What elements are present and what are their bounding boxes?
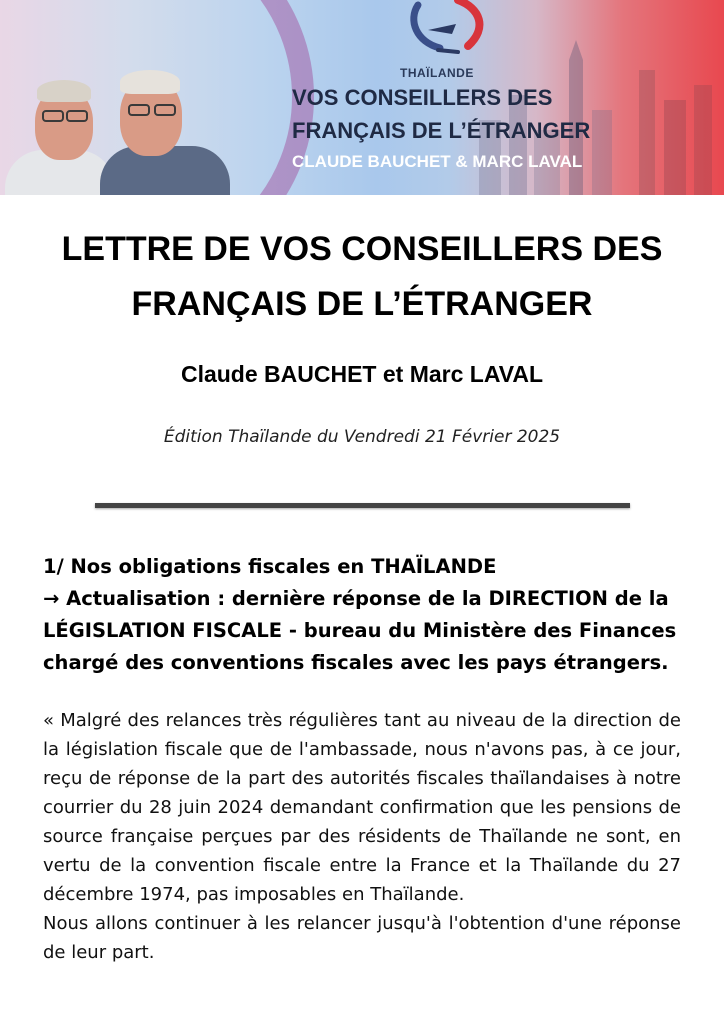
banner-title-line2: FRANÇAIS DE L’ÉTRANGER bbox=[292, 118, 591, 143]
page-title-line1: LETTRE DE VOS CONSEILLERS DES bbox=[61, 230, 663, 268]
header-banner bbox=[0, 0, 724, 195]
divider bbox=[95, 503, 630, 508]
portrait-marc-laval bbox=[100, 64, 235, 195]
authors: Claude BAUCHET et Marc LAVAL bbox=[180, 361, 544, 387]
banner-names: CLAUDE BAUCHET & MARC LAVAL bbox=[292, 152, 583, 171]
banner-country: THAÏLANDE bbox=[400, 66, 474, 80]
page-title bbox=[20, 222, 704, 332]
section-subtitle-line2: LÉGISLATION FISCALE - bureau du Ministère des Finances bbox=[43, 619, 677, 642]
banner-title-line1: VOS CONSEILLERS DES bbox=[292, 85, 553, 110]
section-subtitle-line3: chargé des conventions fiscales avec les pays étrangers. bbox=[43, 651, 669, 674]
section-title: 1/ Nos obligations fiscales en THAÏLANDE bbox=[43, 555, 497, 578]
marianne-logo-icon bbox=[398, 0, 498, 60]
paragraph-1: « Malgré des relances très régulières tant au niveau de la direction de la législation fiscale que de l'ambassade, nous n'avons pas, à ce jour, reçu de réponse de la part des autorités fiscales thaïlandaises à notre courrier du 28 juin 2024 demandant confirmation que les pensions de source française perçues par des résidents de Thaïlande ne sont, en vertu de la convention fiscale entre la France et la Thaïlande du 27 décembre 1974, pas imposables en Thaïlande. bbox=[43, 710, 681, 905]
edition-date: Édition Thaïlande du Vendredi 21 Février 2025 bbox=[163, 427, 561, 447]
section-heading bbox=[43, 551, 693, 679]
body-text bbox=[43, 706, 681, 967]
section-subtitle-line1: → Actualisation : dernière réponse de la DIRECTION de la bbox=[43, 587, 669, 610]
page-title-line2: FRANÇAIS DE L’ÉTRANGER bbox=[131, 285, 593, 323]
paragraph-2: Nous allons continuer à les relancer jusqu'à l'obtention d'une réponse de leur part. bbox=[43, 913, 681, 963]
